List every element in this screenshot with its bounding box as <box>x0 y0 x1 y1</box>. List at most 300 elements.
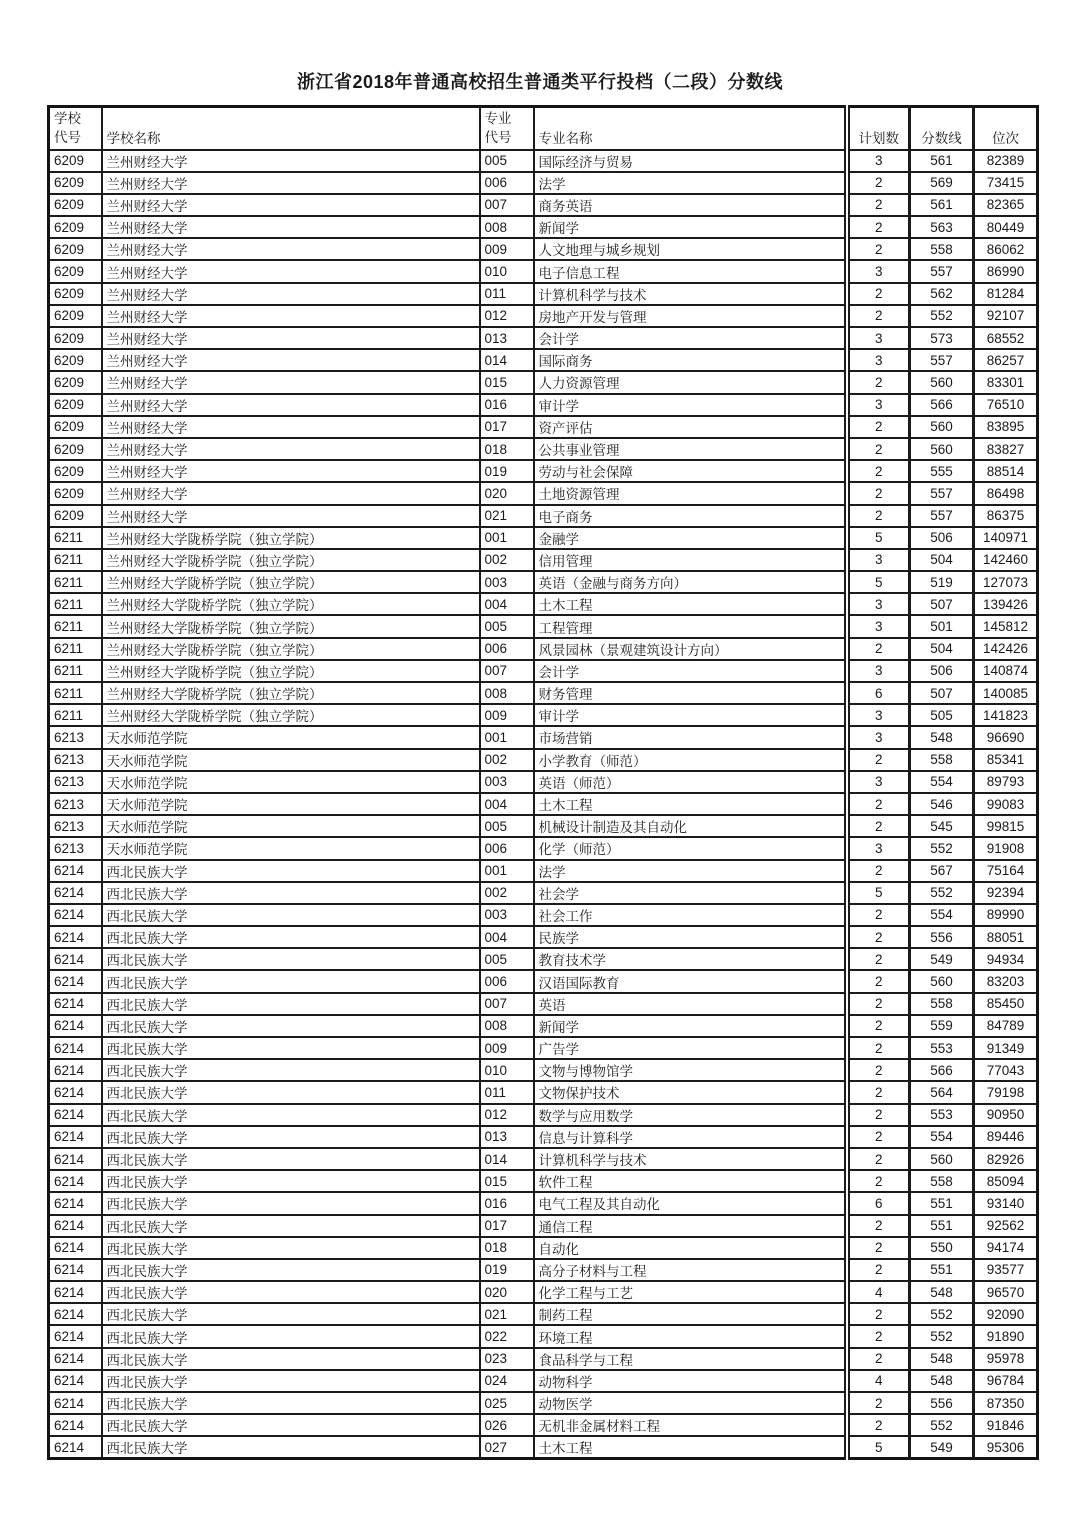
cell-plan-count: 2 <box>847 371 910 393</box>
cell-major-name: 文物与博物馆学 <box>534 1059 847 1081</box>
table-row <box>49 904 1038 926</box>
header-row <box>49 107 1038 150</box>
cell-major-code: 007 <box>480 194 534 216</box>
cell-major-code: 005 <box>480 815 534 837</box>
table-row <box>49 970 1038 992</box>
cell-rank: 96784 <box>974 1370 1038 1392</box>
cell-major-name: 信用管理 <box>534 549 847 571</box>
cell-score-line: 507 <box>910 682 974 704</box>
cell-rank: 145812 <box>974 615 1038 637</box>
cell-plan-count: 2 <box>847 1237 910 1259</box>
cell-rank: 99815 <box>974 815 1038 837</box>
cell-major-name: 劳动与社会保障 <box>534 460 847 482</box>
table-row <box>49 638 1038 660</box>
score-table <box>47 105 1039 1460</box>
cell-rank: 68552 <box>974 327 1038 349</box>
cell-major-name: 英语（师范） <box>534 771 847 793</box>
table-body <box>49 150 1038 1459</box>
cell-school-name: 兰州财经大学 <box>102 260 480 282</box>
cell-school-name: 天水师范学院 <box>102 726 480 748</box>
cell-major-name: 计算机科学与技术 <box>534 283 847 305</box>
cell-score-line: 563 <box>910 216 974 238</box>
cell-rank: 83203 <box>974 970 1038 992</box>
header-major-code-line2: 代号 <box>484 130 512 146</box>
cell-plan-count: 2 <box>847 1414 910 1436</box>
cell-school-code: 6214 <box>49 1303 102 1325</box>
cell-school-code: 6214 <box>49 1148 102 1170</box>
cell-school-name: 西北民族大学 <box>102 1148 480 1170</box>
cell-score-line: 549 <box>910 1436 974 1459</box>
cell-school-code: 6209 <box>49 327 102 349</box>
page-title: 浙江省2018年普通高校招生普通类平行投档（二段）分数线 <box>296 72 784 92</box>
cell-major-name: 审计学 <box>534 704 847 726</box>
cell-school-code: 6214 <box>49 970 102 992</box>
cell-major-name: 市场营销 <box>534 726 847 748</box>
cell-major-name: 会计学 <box>534 660 847 682</box>
table-row <box>49 1059 1038 1081</box>
cell-score-line: 548 <box>910 1281 974 1303</box>
cell-rank: 139426 <box>974 593 1038 615</box>
cell-score-line: 564 <box>910 1081 974 1103</box>
cell-major-name: 公共事业管理 <box>534 438 847 460</box>
header-school-name: 学校名称 <box>102 107 480 150</box>
cell-school-code: 6211 <box>49 571 102 593</box>
cell-school-name: 兰州财经大学 <box>102 238 480 260</box>
cell-rank: 80449 <box>974 216 1038 238</box>
cell-rank: 85341 <box>974 749 1038 771</box>
cell-major-code: 014 <box>480 349 534 371</box>
cell-major-code: 011 <box>480 283 534 305</box>
cell-school-name: 西北民族大学 <box>102 948 480 970</box>
cell-school-code: 6209 <box>49 172 102 194</box>
cell-major-name: 土木工程 <box>534 593 847 615</box>
cell-score-line: 506 <box>910 527 974 549</box>
cell-score-line: 553 <box>910 1104 974 1126</box>
cell-school-code: 6209 <box>49 416 102 438</box>
cell-major-name: 制药工程 <box>534 1303 847 1325</box>
cell-score-line: 560 <box>910 970 974 992</box>
cell-score-line: 567 <box>910 860 974 882</box>
cell-score-line: 569 <box>910 172 974 194</box>
table-row <box>49 527 1038 549</box>
cell-rank: 82926 <box>974 1148 1038 1170</box>
cell-score-line: 560 <box>910 438 974 460</box>
cell-major-name: 英语 <box>534 993 847 1015</box>
cell-plan-count: 2 <box>847 438 910 460</box>
cell-rank: 85094 <box>974 1170 1038 1192</box>
cell-major-name: 汉语国际教育 <box>534 970 847 992</box>
cell-major-code: 004 <box>480 926 534 948</box>
cell-major-code: 004 <box>480 793 534 815</box>
table-row <box>49 150 1038 172</box>
cell-plan-count: 2 <box>847 1015 910 1037</box>
cell-major-name: 财务管理 <box>534 682 847 704</box>
cell-major-name: 机械设计制造及其自动化 <box>534 815 847 837</box>
cell-major-name: 房地产开发与管理 <box>534 305 847 327</box>
cell-major-name: 土木工程 <box>534 1436 847 1459</box>
cell-school-name: 兰州财经大学 <box>102 438 480 460</box>
cell-school-code: 6214 <box>49 1237 102 1259</box>
cell-rank: 141823 <box>974 704 1038 726</box>
cell-school-code: 6213 <box>49 726 102 748</box>
cell-score-line: 519 <box>910 571 974 593</box>
cell-rank: 140085 <box>974 682 1038 704</box>
cell-plan-count: 2 <box>847 860 910 882</box>
header-school-code-line1: 学校 <box>54 111 81 127</box>
cell-school-name: 西北民族大学 <box>102 1303 480 1325</box>
cell-major-code: 019 <box>480 460 534 482</box>
cell-school-name: 兰州财经大学陇桥学院（独立学院） <box>102 593 480 615</box>
cell-school-name: 天水师范学院 <box>102 837 480 859</box>
cell-school-code: 6214 <box>49 1081 102 1103</box>
cell-school-name: 兰州财经大学陇桥学院（独立学院） <box>102 682 480 704</box>
cell-major-name: 金融学 <box>534 527 847 549</box>
cell-score-line: 558 <box>910 993 974 1015</box>
cell-plan-count: 2 <box>847 1325 910 1347</box>
cell-school-code: 6214 <box>49 860 102 882</box>
cell-rank: 91846 <box>974 1414 1038 1436</box>
cell-score-line: 507 <box>910 593 974 615</box>
cell-major-code: 025 <box>480 1392 534 1414</box>
table-row <box>49 482 1038 504</box>
cell-rank: 86498 <box>974 482 1038 504</box>
cell-major-code: 018 <box>480 438 534 460</box>
table-row <box>49 1170 1038 1192</box>
cell-school-name: 天水师范学院 <box>102 749 480 771</box>
cell-major-name: 人文地理与城乡规划 <box>534 238 847 260</box>
cell-score-line: 552 <box>910 882 974 904</box>
cell-major-name: 商务英语 <box>534 194 847 216</box>
cell-school-name: 兰州财经大学 <box>102 460 480 482</box>
cell-plan-count: 2 <box>847 194 910 216</box>
table-row <box>49 1259 1038 1281</box>
cell-school-code: 6209 <box>49 505 102 527</box>
cell-major-name: 无机非金属材料工程 <box>534 1414 847 1436</box>
header-school-code <box>49 107 102 150</box>
cell-score-line: 566 <box>910 1059 974 1081</box>
cell-school-code: 6214 <box>49 904 102 926</box>
cell-major-name: 新闻学 <box>534 216 847 238</box>
cell-score-line: 556 <box>910 1392 974 1414</box>
cell-score-line: 552 <box>910 1414 974 1436</box>
table-row <box>49 327 1038 349</box>
table-row <box>49 993 1038 1015</box>
cell-plan-count: 3 <box>847 660 910 682</box>
cell-score-line: 558 <box>910 749 974 771</box>
cell-major-name: 社会工作 <box>534 904 847 926</box>
cell-major-code: 020 <box>480 1281 534 1303</box>
cell-plan-count: 2 <box>847 505 910 527</box>
cell-major-code: 013 <box>480 1126 534 1148</box>
cell-school-code: 6214 <box>49 1325 102 1347</box>
cell-school-name: 西北民族大学 <box>102 1348 480 1370</box>
cell-major-name: 数学与应用数学 <box>534 1104 847 1126</box>
table-row <box>49 238 1038 260</box>
table-row <box>49 1104 1038 1126</box>
cell-school-name: 西北民族大学 <box>102 1126 480 1148</box>
cell-major-code: 021 <box>480 505 534 527</box>
cell-school-code: 6209 <box>49 349 102 371</box>
cell-school-code: 6214 <box>49 882 102 904</box>
cell-rank: 89793 <box>974 771 1038 793</box>
cell-plan-count: 3 <box>847 837 910 859</box>
cell-plan-count: 2 <box>847 216 910 238</box>
table-row <box>49 571 1038 593</box>
cell-major-code: 003 <box>480 904 534 926</box>
cell-school-code: 6211 <box>49 638 102 660</box>
table-row <box>49 1015 1038 1037</box>
cell-major-name: 国际商务 <box>534 349 847 371</box>
cell-school-code: 6214 <box>49 1259 102 1281</box>
table-row <box>49 438 1038 460</box>
table-row <box>49 1348 1038 1370</box>
cell-major-code: 007 <box>480 660 534 682</box>
cell-school-name: 兰州财经大学陇桥学院（独立学院） <box>102 638 480 660</box>
cell-major-code: 019 <box>480 1259 534 1281</box>
cell-rank: 94934 <box>974 948 1038 970</box>
cell-major-name: 审计学 <box>534 394 847 416</box>
cell-plan-count: 2 <box>847 1037 910 1059</box>
cell-score-line: 504 <box>910 638 974 660</box>
cell-plan-count: 2 <box>847 416 910 438</box>
cell-score-line: 566 <box>910 394 974 416</box>
cell-plan-count: 2 <box>847 948 910 970</box>
cell-school-name: 兰州财经大学 <box>102 416 480 438</box>
cell-major-code: 023 <box>480 1348 534 1370</box>
cell-major-code: 008 <box>480 682 534 704</box>
cell-rank: 81284 <box>974 283 1038 305</box>
cell-score-line: 558 <box>910 238 974 260</box>
cell-school-code: 6214 <box>49 1059 102 1081</box>
cell-school-code: 6209 <box>49 150 102 172</box>
cell-school-name: 西北民族大学 <box>102 904 480 926</box>
cell-major-name: 环境工程 <box>534 1325 847 1347</box>
cell-score-line: 505 <box>910 704 974 726</box>
cell-major-name: 资产评估 <box>534 416 847 438</box>
table-row <box>49 682 1038 704</box>
cell-school-code: 6214 <box>49 993 102 1015</box>
table-row <box>49 1303 1038 1325</box>
cell-school-name: 西北民族大学 <box>102 1237 480 1259</box>
cell-school-code: 6211 <box>49 549 102 571</box>
cell-plan-count: 2 <box>847 305 910 327</box>
cell-plan-count: 2 <box>847 1081 910 1103</box>
cell-school-code: 6214 <box>49 1104 102 1126</box>
cell-school-name: 兰州财经大学陇桥学院（独立学院） <box>102 549 480 571</box>
cell-rank: 82389 <box>974 150 1038 172</box>
cell-rank: 86375 <box>974 505 1038 527</box>
table-row <box>49 749 1038 771</box>
cell-school-name: 兰州财经大学 <box>102 327 480 349</box>
cell-major-name: 社会学 <box>534 882 847 904</box>
table-row <box>49 948 1038 970</box>
cell-school-code: 6214 <box>49 1414 102 1436</box>
cell-plan-count: 3 <box>847 394 910 416</box>
cell-school-code: 6209 <box>49 371 102 393</box>
cell-major-name: 人力资源管理 <box>534 371 847 393</box>
cell-major-code: 009 <box>480 238 534 260</box>
cell-major-code: 002 <box>480 749 534 771</box>
cell-score-line: 561 <box>910 194 974 216</box>
table-row <box>49 837 1038 859</box>
cell-school-name: 天水师范学院 <box>102 815 480 837</box>
cell-major-name: 新闻学 <box>534 1015 847 1037</box>
cell-score-line: 560 <box>910 371 974 393</box>
table-row <box>49 1392 1038 1414</box>
cell-plan-count: 5 <box>847 1436 910 1459</box>
table-row <box>49 726 1038 748</box>
cell-score-line: 552 <box>910 305 974 327</box>
cell-major-name: 电子信息工程 <box>534 260 847 282</box>
cell-score-line: 558 <box>910 1170 974 1192</box>
table-row <box>49 704 1038 726</box>
cell-score-line: 553 <box>910 1037 974 1059</box>
cell-rank: 91349 <box>974 1037 1038 1059</box>
cell-score-line: 557 <box>910 482 974 504</box>
cell-rank: 94174 <box>974 1237 1038 1259</box>
cell-major-code: 012 <box>480 305 534 327</box>
cell-school-code: 6214 <box>49 926 102 948</box>
cell-school-name: 天水师范学院 <box>102 793 480 815</box>
cell-major-code: 013 <box>480 327 534 349</box>
cell-major-code: 015 <box>480 371 534 393</box>
cell-major-name: 软件工程 <box>534 1170 847 1192</box>
cell-plan-count: 2 <box>847 904 910 926</box>
table-row <box>49 416 1038 438</box>
table-row <box>49 1414 1038 1436</box>
cell-rank: 76510 <box>974 394 1038 416</box>
cell-major-code: 016 <box>480 1192 534 1214</box>
cell-school-name: 兰州财经大学 <box>102 216 480 238</box>
cell-rank: 84789 <box>974 1015 1038 1037</box>
cell-plan-count: 2 <box>847 749 910 771</box>
cell-major-code: 006 <box>480 638 534 660</box>
cell-score-line: 557 <box>910 505 974 527</box>
cell-rank: 93140 <box>974 1192 1038 1214</box>
cell-score-line: 504 <box>910 549 974 571</box>
cell-school-name: 西北民族大学 <box>102 1037 480 1059</box>
cell-rank: 89446 <box>974 1126 1038 1148</box>
table-row <box>49 882 1038 904</box>
cell-school-name: 兰州财经大学 <box>102 505 480 527</box>
cell-major-name: 信息与计算科学 <box>534 1126 847 1148</box>
cell-major-code: 006 <box>480 837 534 859</box>
table-row <box>49 1325 1038 1347</box>
cell-major-name: 法学 <box>534 860 847 882</box>
cell-major-code: 001 <box>480 860 534 882</box>
cell-major-code: 017 <box>480 416 534 438</box>
cell-major-code: 006 <box>480 970 534 992</box>
cell-school-code: 6209 <box>49 194 102 216</box>
cell-major-code: 001 <box>480 527 534 549</box>
cell-rank: 83827 <box>974 438 1038 460</box>
cell-major-code: 024 <box>480 1370 534 1392</box>
cell-plan-count: 3 <box>847 349 910 371</box>
cell-rank: 87350 <box>974 1392 1038 1414</box>
cell-school-code: 6214 <box>49 1348 102 1370</box>
cell-score-line: 552 <box>910 837 974 859</box>
cell-rank: 95306 <box>974 1436 1038 1459</box>
cell-major-name: 文物保护技术 <box>534 1081 847 1103</box>
header-score-line: 分数线 <box>910 107 974 150</box>
cell-rank: 83895 <box>974 416 1038 438</box>
cell-rank: 73415 <box>974 172 1038 194</box>
cell-major-code: 008 <box>480 1015 534 1037</box>
cell-major-code: 021 <box>480 1303 534 1325</box>
cell-school-code: 6214 <box>49 1436 102 1459</box>
cell-school-code: 6211 <box>49 682 102 704</box>
cell-major-name: 民族学 <box>534 926 847 948</box>
cell-plan-count: 3 <box>847 150 910 172</box>
table-row <box>49 1081 1038 1103</box>
cell-major-name: 电子商务 <box>534 505 847 527</box>
cell-major-code: 027 <box>480 1436 534 1459</box>
cell-score-line: 557 <box>910 349 974 371</box>
cell-major-name: 风景园林（景观建筑设计方向） <box>534 638 847 660</box>
header-rank: 位次 <box>974 107 1038 150</box>
table-row <box>49 194 1038 216</box>
table-row <box>49 1037 1038 1059</box>
cell-major-name: 工程管理 <box>534 615 847 637</box>
cell-school-code: 6211 <box>49 593 102 615</box>
cell-score-line: 501 <box>910 615 974 637</box>
cell-plan-count: 2 <box>847 1215 910 1237</box>
table-row <box>49 394 1038 416</box>
cell-rank: 91890 <box>974 1325 1038 1347</box>
table-row <box>49 505 1038 527</box>
cell-school-name: 兰州财经大学陇桥学院（独立学院） <box>102 660 480 682</box>
cell-score-line: 551 <box>910 1215 974 1237</box>
cell-plan-count: 2 <box>847 172 910 194</box>
table-row <box>49 860 1038 882</box>
header-major-code-line1: 专业 <box>484 111 512 127</box>
cell-major-name: 电气工程及其自动化 <box>534 1192 847 1214</box>
cell-plan-count: 2 <box>847 1148 910 1170</box>
cell-major-code: 005 <box>480 948 534 970</box>
table-row <box>49 460 1038 482</box>
cell-school-name: 兰州财经大学 <box>102 194 480 216</box>
cell-plan-count: 3 <box>847 726 910 748</box>
cell-school-code: 6213 <box>49 771 102 793</box>
cell-major-code: 020 <box>480 482 534 504</box>
cell-school-name: 西北民族大学 <box>102 882 480 904</box>
cell-school-name: 西北民族大学 <box>102 1215 480 1237</box>
cell-school-code: 6209 <box>49 460 102 482</box>
cell-school-name: 兰州财经大学 <box>102 482 480 504</box>
cell-rank: 75164 <box>974 860 1038 882</box>
cell-school-code: 6214 <box>49 1215 102 1237</box>
cell-school-code: 6209 <box>49 305 102 327</box>
table-row <box>49 1237 1038 1259</box>
cell-major-name: 动物医学 <box>534 1392 847 1414</box>
cell-plan-count: 2 <box>847 1059 910 1081</box>
cell-plan-count: 2 <box>847 460 910 482</box>
cell-score-line: 556 <box>910 926 974 948</box>
cell-major-name: 国际经济与贸易 <box>534 150 847 172</box>
cell-major-name: 高分子材料与工程 <box>534 1259 847 1281</box>
cell-school-code: 6214 <box>49 1126 102 1148</box>
cell-plan-count: 3 <box>847 615 910 637</box>
table-header <box>49 107 1038 150</box>
cell-school-name: 西北民族大学 <box>102 1436 480 1459</box>
cell-major-name: 化学工程与工艺 <box>534 1281 847 1303</box>
cell-school-name: 西北民族大学 <box>102 1015 480 1037</box>
cell-school-name: 西北民族大学 <box>102 1170 480 1192</box>
cell-score-line: 555 <box>910 460 974 482</box>
cell-score-line: 560 <box>910 416 974 438</box>
cell-school-code: 6214 <box>49 1392 102 1414</box>
cell-plan-count: 3 <box>847 593 910 615</box>
